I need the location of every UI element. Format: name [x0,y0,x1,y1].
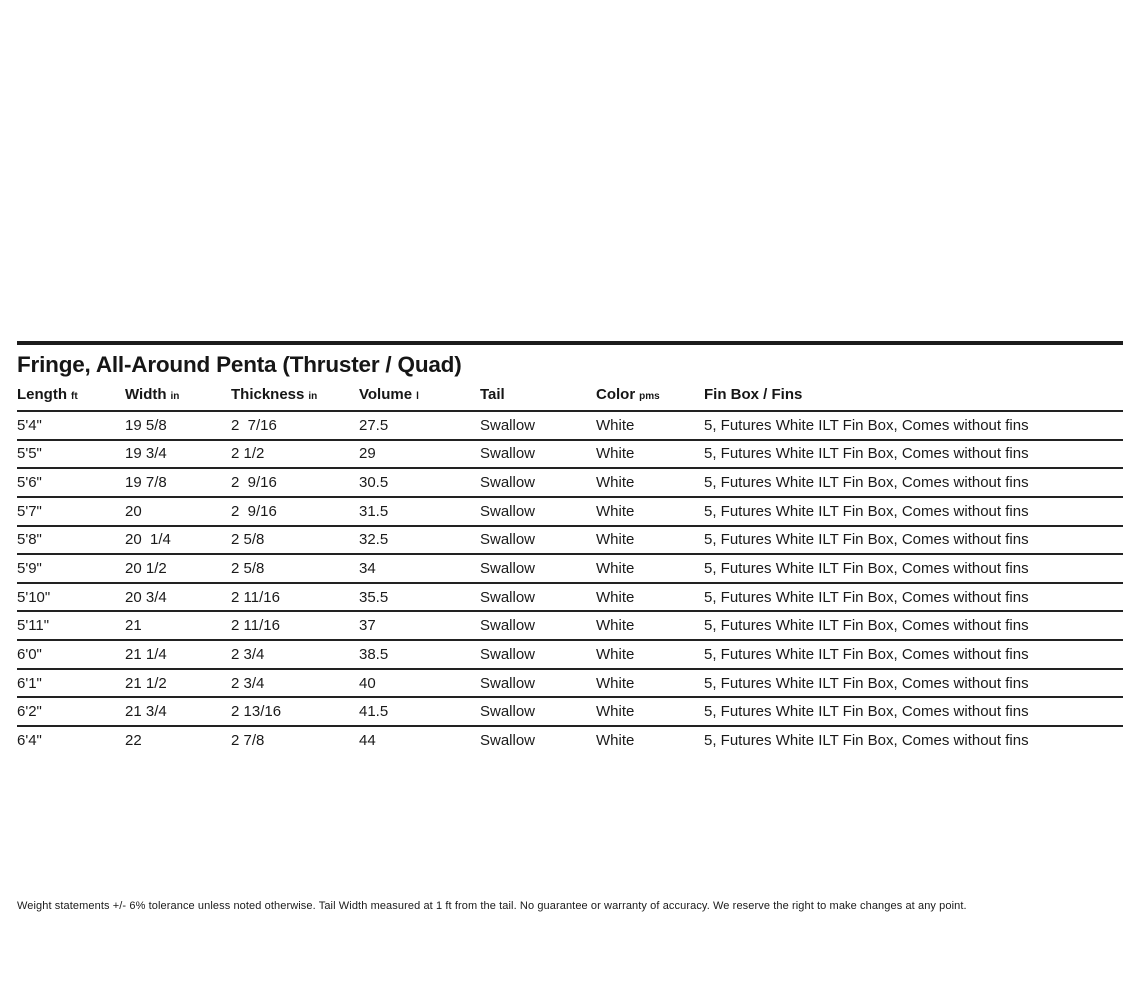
cell-thickness: 2 7/16 [231,411,359,440]
cell-length: 5'9" [17,554,125,583]
cell-fin-box-fins: 5, Futures White ILT Fin Box, Comes without fins [704,411,1123,440]
cell-length: 6'1" [17,669,125,698]
cell-volume: 30.5 [359,468,480,497]
cell-width: 22 [125,732,142,750]
cell-length: 5'5" [17,440,125,469]
cell-width: 21 1/2 [125,669,231,698]
cell-volume: 31.5 [359,497,480,526]
cell-thickness: 2 9/16 [231,497,359,526]
cell-fin-box-fins: 5, Futures White ILT Fin Box, Comes without fins [704,497,1123,526]
cell-volume: 40 [359,669,480,698]
cell-tail: Swallow [480,468,596,497]
cell-tail: Swallow [480,440,596,469]
cell-color: White [596,440,704,469]
table-row [17,669,1123,698]
cell-width: 19 3/4 [125,440,231,469]
cell-length: 6'4" [17,732,42,750]
cell-tail: Swallow [480,732,536,750]
column-unit: in [170,391,180,402]
cell-width: 19 5/8 [125,411,231,440]
cell-color: White [596,732,635,750]
cell-length: 5'8" [17,526,125,555]
cell-width: 20 [125,497,231,526]
cell-tail: Swallow [480,640,596,669]
table-row [17,697,1123,726]
table-row [17,468,1123,497]
column-header-fin-box-fins [704,384,1123,411]
cell-volume: 41.5 [359,697,480,726]
cell-length: 6'2" [17,697,125,726]
cell-volume: 34 [359,554,480,583]
column-label: Color [596,386,636,403]
cell-width: 20 1/4 [125,526,231,555]
cell-tail: Swallow [480,411,596,440]
cell-color: White [596,411,704,440]
column-unit: ft [71,391,78,402]
cell-thickness: 2 11/16 [231,611,359,640]
cell-fin-box-fins: 5, Futures White ILT Fin Box, Comes without fins [704,583,1123,612]
cell-length: 5'10" [17,583,125,612]
cell-fin-box-fins: 5, Futures White ILT Fin Box, Comes without fins [704,697,1123,726]
cell-fin-box-fins: 5, Futures White ILT Fin Box, Comes without fins [704,440,1123,469]
table-body [17,411,1123,755]
cell-length: 5'7" [17,497,125,526]
column-label: Length [17,386,67,403]
cell-thickness: 2 13/16 [231,697,359,726]
cell-tail: Swallow [480,611,596,640]
cell-length: 5'4" [17,411,125,440]
cell-color: White [596,697,704,726]
cell-fin-box-fins: 5, Futures White ILT Fin Box, Comes without fins [704,669,1123,698]
cell-color: White [596,669,704,698]
table-row [17,611,1123,640]
cell-tail: Swallow [480,697,596,726]
column-header-thickness [231,384,359,411]
cell-color: White [596,640,704,669]
table-header-row [17,384,1123,411]
spec-table [17,384,1123,755]
cell-volume: 29 [359,440,480,469]
table-row [17,640,1123,669]
cell-volume: 37 [359,611,480,640]
table-row [17,583,1123,612]
cell-color: White [596,526,704,555]
cell-fin-box-fins: 5, Futures White ILT Fin Box, Comes without fins [704,732,1029,750]
column-unit: l [416,391,419,402]
cell-width: 19 7/8 [125,468,231,497]
cell-color: White [596,611,704,640]
cell-width: 21 [125,611,231,640]
cell-width: 21 3/4 [125,697,231,726]
cell-width: 20 3/4 [125,583,231,612]
cell-length: 6'0" [17,640,125,669]
column-label: Fin Box / Fins [704,386,803,403]
cell-color: White [596,554,704,583]
cell-width: 20 1/2 [125,554,231,583]
table-row [17,497,1123,526]
column-header-tail [480,384,596,411]
cell-volume: 38.5 [359,640,480,669]
cell-tail: Swallow [480,669,596,698]
column-header-color [596,384,704,411]
cell-color: White [596,583,704,612]
page-title: Fringe, All-Around Penta (Thruster / Quad) [17,352,462,377]
column-label: Thickness [231,386,305,403]
cell-tail: Swallow [480,497,596,526]
table-row [17,440,1123,469]
cell-thickness: 2 9/16 [231,468,359,497]
disclaimer-text: Weight statements +/- 6% tolerance unless noted otherwise. Tail Width measured at 1 ft from the tail. No guarantee or warranty of accuracy. We reserve the right to make changes at any point. [17,900,967,912]
column-label: Width [125,386,167,403]
cell-thickness: 2 3/4 [231,640,359,669]
column-header-length [17,384,125,411]
cell-fin-box-fins: 5, Futures White ILT Fin Box, Comes without fins [704,526,1123,555]
cell-length: 5'6" [17,468,125,497]
cell-thickness: 2 3/4 [231,669,359,698]
column-unit: pms [639,391,660,402]
table-row [17,526,1123,555]
column-label: Tail [480,386,505,403]
column-unit: in [308,391,318,402]
table-row [17,554,1123,583]
cell-thickness: 2 5/8 [231,554,359,583]
cell-thickness: 2 7/8 [231,732,265,750]
cell-color: White [596,468,704,497]
cell-volume: 32.5 [359,526,480,555]
cell-thickness: 2 11/16 [231,583,359,612]
column-header-width [125,384,231,411]
cell-thickness: 2 1/2 [231,440,359,469]
cell-width: 21 1/4 [125,640,231,669]
cell-volume: 27.5 [359,411,480,440]
cell-volume: 35.5 [359,583,480,612]
cell-volume: 44 [359,732,376,750]
cell-fin-box-fins: 5, Futures White ILT Fin Box, Comes without fins [704,468,1123,497]
table-row [17,726,1123,755]
cell-fin-box-fins: 5, Futures White ILT Fin Box, Comes without fins [704,554,1123,583]
cell-tail: Swallow [480,526,596,555]
cell-fin-box-fins: 5, Futures White ILT Fin Box, Comes without fins [704,611,1123,640]
cell-thickness: 2 5/8 [231,526,359,555]
cell-tail: Swallow [480,554,596,583]
cell-length: 5'11" [17,611,125,640]
top-rule-divider [17,341,1123,345]
table-row [17,411,1123,440]
cell-tail: Swallow [480,583,596,612]
column-label: Volume [359,386,413,403]
cell-fin-box-fins: 5, Futures White ILT Fin Box, Comes without fins [704,640,1123,669]
column-header-volume [359,384,480,411]
cell-color: White [596,497,704,526]
